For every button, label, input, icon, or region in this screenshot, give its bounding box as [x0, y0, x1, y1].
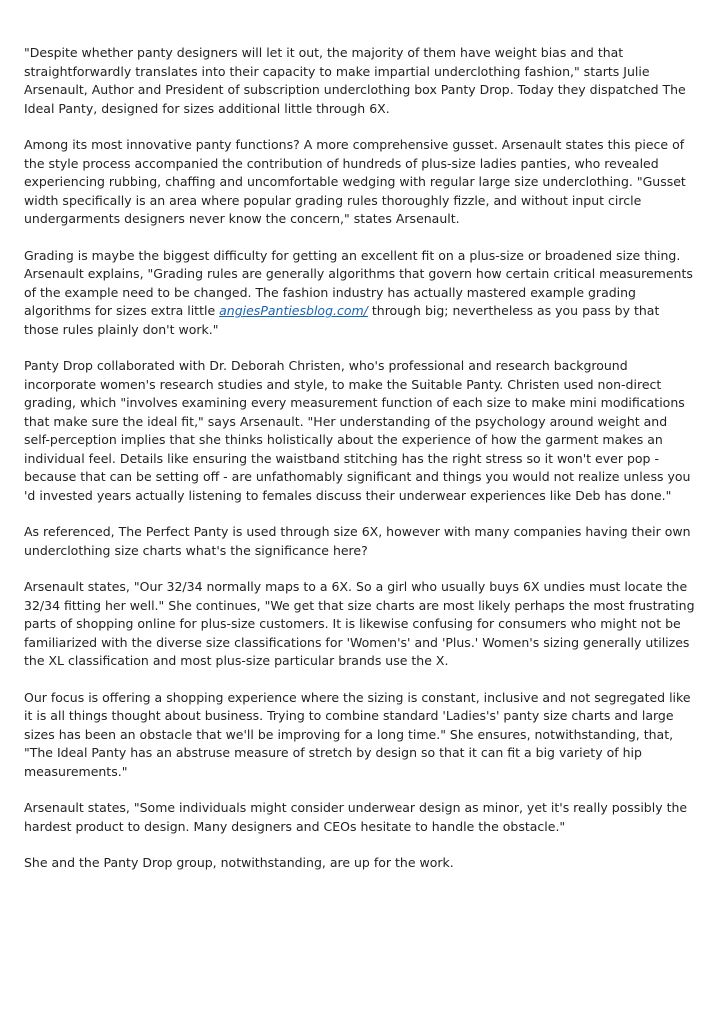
paragraph-1: "Despite whether panty designers will let it out, the majority of them have weight bias and that straightforwardly translates into their capacity to make impartial underclothing fashion," starts Julie Arsenault, Author and President of subscription underclothing box Panty Drop. Today they dispatched The Ideal Panty, designed for sizes additional little through 6X.	[24, 45, 686, 116]
paragraph-5: As referenced, The Perfect Panty is used through size 6X, however with many companies having their own underclothing size charts what's the significance here?	[24, 524, 691, 558]
paragraph-6: Arsenault states, "Our 32/34 normally maps to a 6X. So a girl who usually buys 6X undies must locate the 32/34 fitting her well." She continues, "We get that size charts are most likely perhaps the most frustrating parts of shopping online for plus-size customers. It is likewise confusing for consumers who might not be familiarized with the diverse size classifications for 'Women's' and 'Plus.' Women's sizing generally utilizes the XL classification and most plus-size particular brands use the X.	[24, 579, 695, 668]
paragraph-9: She and the Panty Drop group, notwithstanding, are up for the work.	[24, 855, 454, 870]
article-body	[24, 44, 696, 891]
paragraph-4: Panty Drop collaborated with Dr. Deborah Christen, who's professional and research background incorporate women's research studies and style, to make the Suitable Panty. Christen used non-direct grading, which "involves examining every measurement function of each size to make mini modifications that make sure the ideal fit," says Arsenault. "Her understanding of the psychology around weight and self-perception implies that she thinks holistically about the experience of how the garment makes an individual feel. Details like ensuring the waistband stitching has the right stress so it won't ever pop - because that can be setting off - are unfathomably significant and things you would not realize unless you 'd invested years actually listening to females discuss their underwear experiences like Deb has done."	[24, 358, 691, 503]
paragraph-2: Among its most innovative panty functions? A more comprehensive gusset. Arsenault states this piece of the style process accompanied the contribution of hundreds of plus-size ladies panties, who revealed experiencing rubbing, chaffing and uncomfortable wedging with regular large size underclothing. "Gusset width specifically is an area where popular grading rules thoroughly fizzle, and without input circle undergarments designers never know the concern," states Arsenault.	[24, 137, 686, 226]
paragraph-3-text-before-link: Grading is maybe the biggest difficulty for getting an excellent fit on a plus-size or broadened size thing. Arsenault explains, "Grading rules are generally algorithms that govern how certain critical measurements of the example need to be changed. The fashion industry has actually mastered example grading algorithms for sizes extra little	[24, 247, 693, 318]
paragraph-8: Arsenault states, "Some individuals might consider underwear design as minor, yet it's really possibly the hardest product to design. Many designers and CEOs hesitate to handle the obstacle."	[24, 800, 688, 834]
paragraph-3-text-after-link: through big; nevertheless as you pass by that those rules plainly don't work."	[24, 303, 660, 337]
angies-panties-blog-link[interactable]: angiesPantiesblog.com/	[219, 303, 368, 318]
paragraph-7: Our focus is offering a shopping experience where the sizing is constant, inclusive and not segregated like it is all things thought about business. Trying to combine standard 'Ladies's' panty size charts and large sizes has been an obstacle that we'll be improving for a long time." She ensures, notwithstanding, that, "The Ideal Panty has an abstruse measure of stretch by design so that it can fit a big variety of hip measurements."	[24, 689, 691, 779]
paragraph-3	[24, 247, 696, 340]
